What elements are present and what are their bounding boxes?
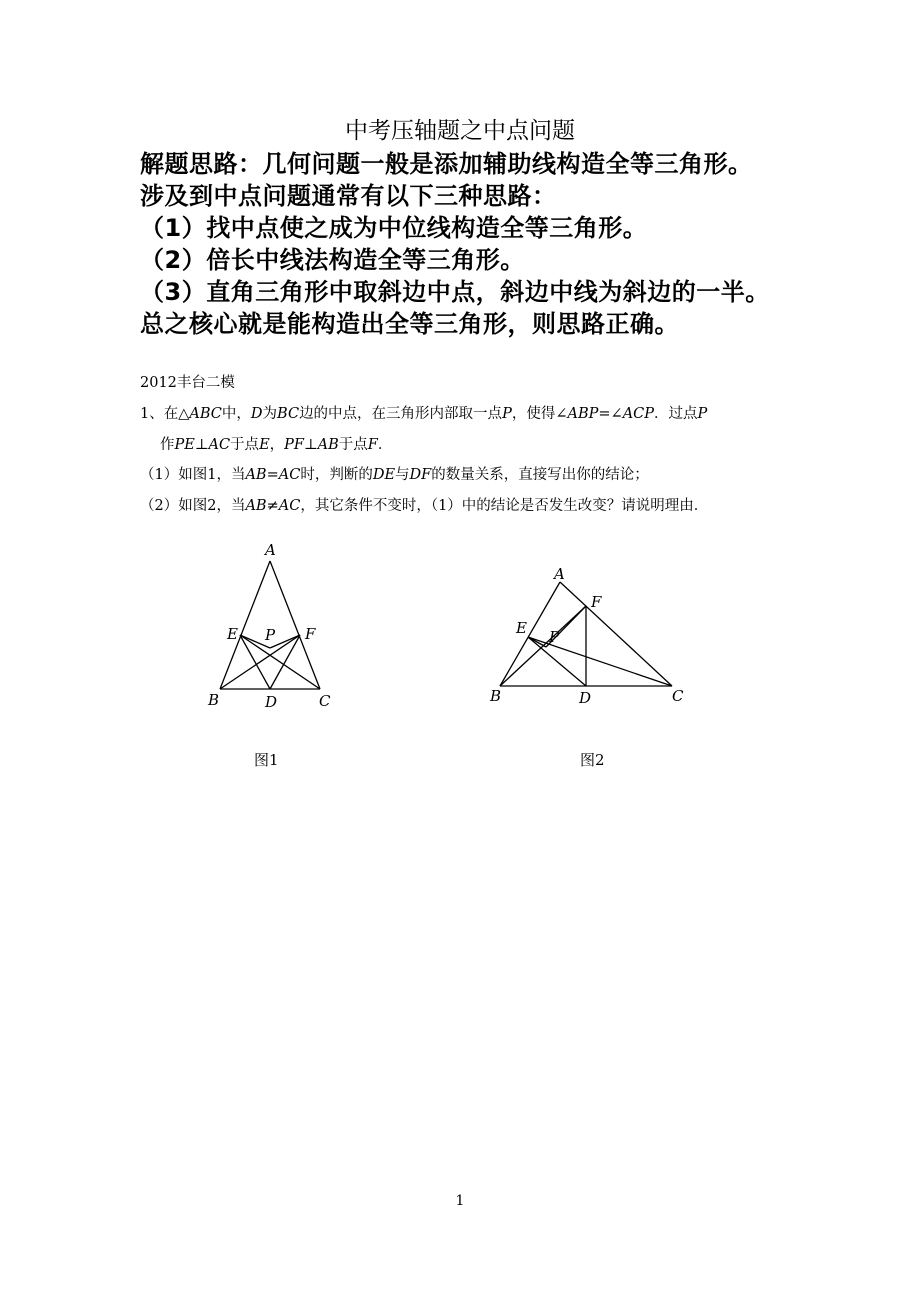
figure-1-caption: 图1 [254, 751, 279, 769]
figure-1-diagram [200, 535, 350, 720]
fig1-label-b: B [208, 691, 220, 709]
question-2: （2）如图2，当AB≠AC，其它条件不变时，（1）中的结论是否发生改变？请说明理由． [140, 498, 709, 514]
fig2-label-f: F [591, 593, 602, 611]
page-number: 1 [455, 1193, 465, 1209]
strategy-line-6: 总之核心就是能构造出全等三角形，则思路正确。 [140, 310, 679, 338]
problem-line-1: 1、在△ABC中，D为BC边的中点，在三角形内部取一点P，使得∠ABP=∠ACP．过点P [140, 406, 708, 422]
fig1-label-c: C [319, 692, 331, 710]
fig2-label-p: P [549, 628, 560, 646]
fig1-label-a: A [265, 541, 276, 559]
fig2-label-c: C [672, 687, 684, 705]
fig2-label-a: A [554, 565, 565, 583]
question-1: （1）如图1，当AB=AC时，判断的DE与DF的数量关系，直接写出你的结论； [140, 467, 649, 483]
strategy-line-2: 涉及到中点问题通常有以下三种思路： [140, 182, 557, 210]
figure-2-diagram [480, 560, 700, 710]
strategy-line-1: 解题思路：几何问题一般是添加辅助线构造全等三角形。 [140, 150, 753, 178]
fig1-label-f: F [305, 625, 316, 643]
fig2-label-d: D [579, 689, 592, 707]
figure-2-caption: 图2 [580, 751, 605, 769]
fig2-side-ac [560, 582, 672, 686]
problem-line-2: 作PE⊥AC于点E，PF⊥AB于点F． [160, 437, 393, 453]
fig1-label-p: P [265, 626, 276, 644]
fig2-label-b: B [490, 687, 502, 705]
fig1-label-d: D [265, 693, 278, 711]
page-title: 中考压轴题之中点问题 [345, 118, 575, 144]
strategy-line-5: （3）直角三角形中取斜边中点，斜边中线为斜边的一半。 [140, 278, 770, 306]
fig1-label-e: E [227, 625, 238, 643]
strategy-line-4: （2）倍长中线法构造全等三角形。 [140, 246, 525, 274]
strategy-line-3: （1）找中点使之成为中位线构造全等三角形。 [140, 214, 648, 242]
source-label: 2012丰台二模 [140, 375, 235, 391]
fig2-label-e: E [516, 619, 527, 637]
